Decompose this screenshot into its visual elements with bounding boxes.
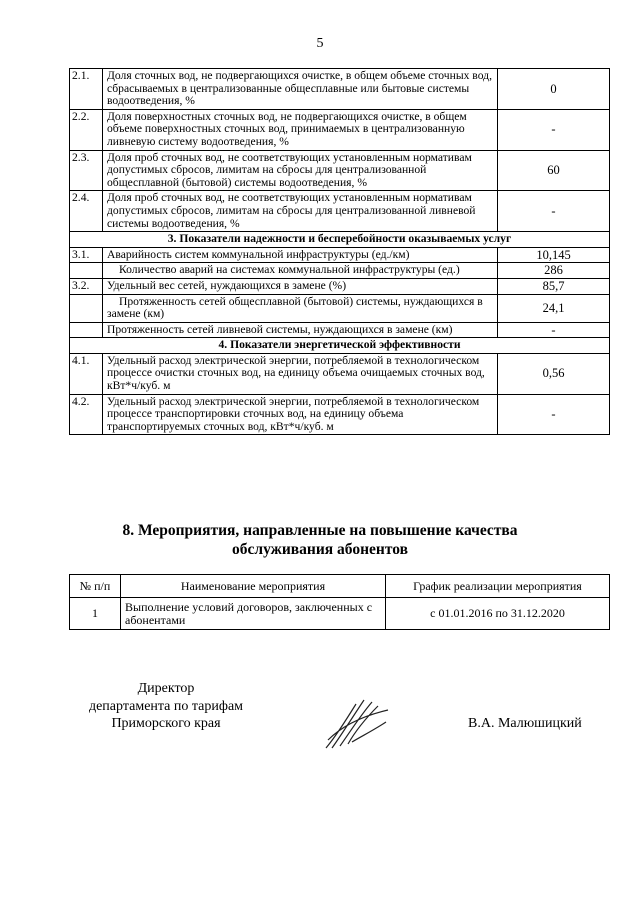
metric-description: Удельный расход электрической энергии, потребляемой в технологическом процессе транспортировки сточных вод, на единицу объема транспортируемых сточных вод, кВт*ч/куб. м xyxy=(103,394,498,435)
metric-value: - xyxy=(498,109,610,150)
metric-number: 4.2. xyxy=(70,394,103,435)
metric-row xyxy=(70,353,610,394)
metric-description: Удельный расход электрической энергии, потребляемой в технологическом процессе очистки сточных вод, на единицу объема очищаемых сточных вод, кВт*ч/куб. м xyxy=(103,353,498,394)
metric-value: 0,56 xyxy=(498,353,610,394)
metric-description: Протяженность сетей общесплавной (бытовой) системы, нуждающихся в замене (км) xyxy=(103,294,498,322)
section-header: 4. Показатели энергетической эффективности xyxy=(70,338,610,354)
metric-number: 2.2. xyxy=(70,109,103,150)
metric-value: - xyxy=(498,394,610,435)
section-header: 3. Показатели надежности и бесперебойности оказываемых услуг xyxy=(70,232,610,248)
metric-number: 4.1. xyxy=(70,353,103,394)
metric-description: Доля проб сточных вод, не соответствующих установленным нормативам допустимых сбросов, лимитам на сбросы для централизованной общесплавной (бытовой) системы водоотведения, % xyxy=(103,150,498,191)
events-row-num: 1 xyxy=(70,598,121,630)
metric-number: 3.1. xyxy=(70,247,103,263)
metric-description: Удельный вес сетей, нуждающихся в замене (%) xyxy=(103,278,498,294)
signer-name: В.А. Малюшицкий xyxy=(468,716,582,731)
metric-value: - xyxy=(498,322,610,338)
metric-number: 2.4. xyxy=(70,191,103,232)
metric-value: 85,7 xyxy=(498,278,610,294)
section-8-heading-line2: обслуживания абонентов xyxy=(232,541,408,558)
metric-row xyxy=(70,247,610,263)
metric-number xyxy=(70,322,103,338)
metric-number: 2.1. xyxy=(70,69,103,110)
signature-position: Директор xyxy=(137,681,195,696)
metric-value: 24,1 xyxy=(498,294,610,322)
section-8-heading-line1: 8. Мероприятия, направленные на повышение качества xyxy=(122,522,518,539)
metric-row xyxy=(70,394,610,435)
events-row-schedule: с 01.01.2016 по 31.12.2020 xyxy=(386,598,610,630)
events-header-name: Наименование мероприятия xyxy=(121,575,386,598)
events-table xyxy=(69,574,610,630)
section-header-row xyxy=(70,232,610,248)
metric-value: 10,145 xyxy=(498,247,610,263)
metric-description: Аварийность систем коммунальной инфраструктуры (ед./км) xyxy=(103,247,498,263)
metric-row xyxy=(70,69,610,110)
metric-value: 60 xyxy=(498,150,610,191)
metric-value: 0 xyxy=(498,69,610,110)
metric-row xyxy=(70,191,610,232)
metric-value: 286 xyxy=(498,263,610,279)
metric-number: 2.3. xyxy=(70,150,103,191)
metric-description: Протяженность сетей ливневой системы, нуждающихся в замене (км) xyxy=(103,322,498,338)
metric-description: Количество аварий на системах коммунальной инфраструктуры (ед.) xyxy=(103,263,498,279)
metric-number xyxy=(70,294,103,322)
signature-department: департамента по тарифам xyxy=(88,698,244,714)
events-header-row xyxy=(70,575,610,598)
metric-row xyxy=(70,322,610,338)
section-8-heading xyxy=(0,521,640,559)
signature-region: Приморского края xyxy=(111,716,221,731)
metric-description: Доля поверхностных сточных вод, не подвергающихся очистке, в общем объеме поверхностных сточных вод, принимаемых в централизованную ливневую систему водоотведения, % xyxy=(103,109,498,150)
events-header-num: № п/п xyxy=(70,575,121,598)
events-row-name: Выполнение условий договоров, заключенных с абонентами xyxy=(121,598,386,630)
metric-row xyxy=(70,263,610,279)
metrics-table xyxy=(69,68,610,435)
page-number: 5 xyxy=(316,36,324,51)
signature-block xyxy=(78,680,254,733)
metric-description: Доля сточных вод, не подвергающихся очистке, в общем объеме сточных вод, сбрасываемых в централизованные общесплавные или бытовые системы водоотведения, % xyxy=(103,69,498,110)
metric-row xyxy=(70,150,610,191)
metric-row xyxy=(70,109,610,150)
metric-row xyxy=(70,278,610,294)
handwritten-signature xyxy=(322,696,396,754)
metric-number: 3.2. xyxy=(70,278,103,294)
metric-value: - xyxy=(498,191,610,232)
metric-number xyxy=(70,263,103,279)
events-header-schedule: График реализации мероприятия xyxy=(386,575,610,598)
metric-description: Доля проб сточных вод, не соответствующих установленным нормативам допустимых сбросов, лимитам на сбросы для централизованной ливневой системы водоотведения, % xyxy=(103,191,498,232)
metric-row xyxy=(70,294,610,322)
section-header-row xyxy=(70,338,610,354)
events-row xyxy=(70,598,610,630)
